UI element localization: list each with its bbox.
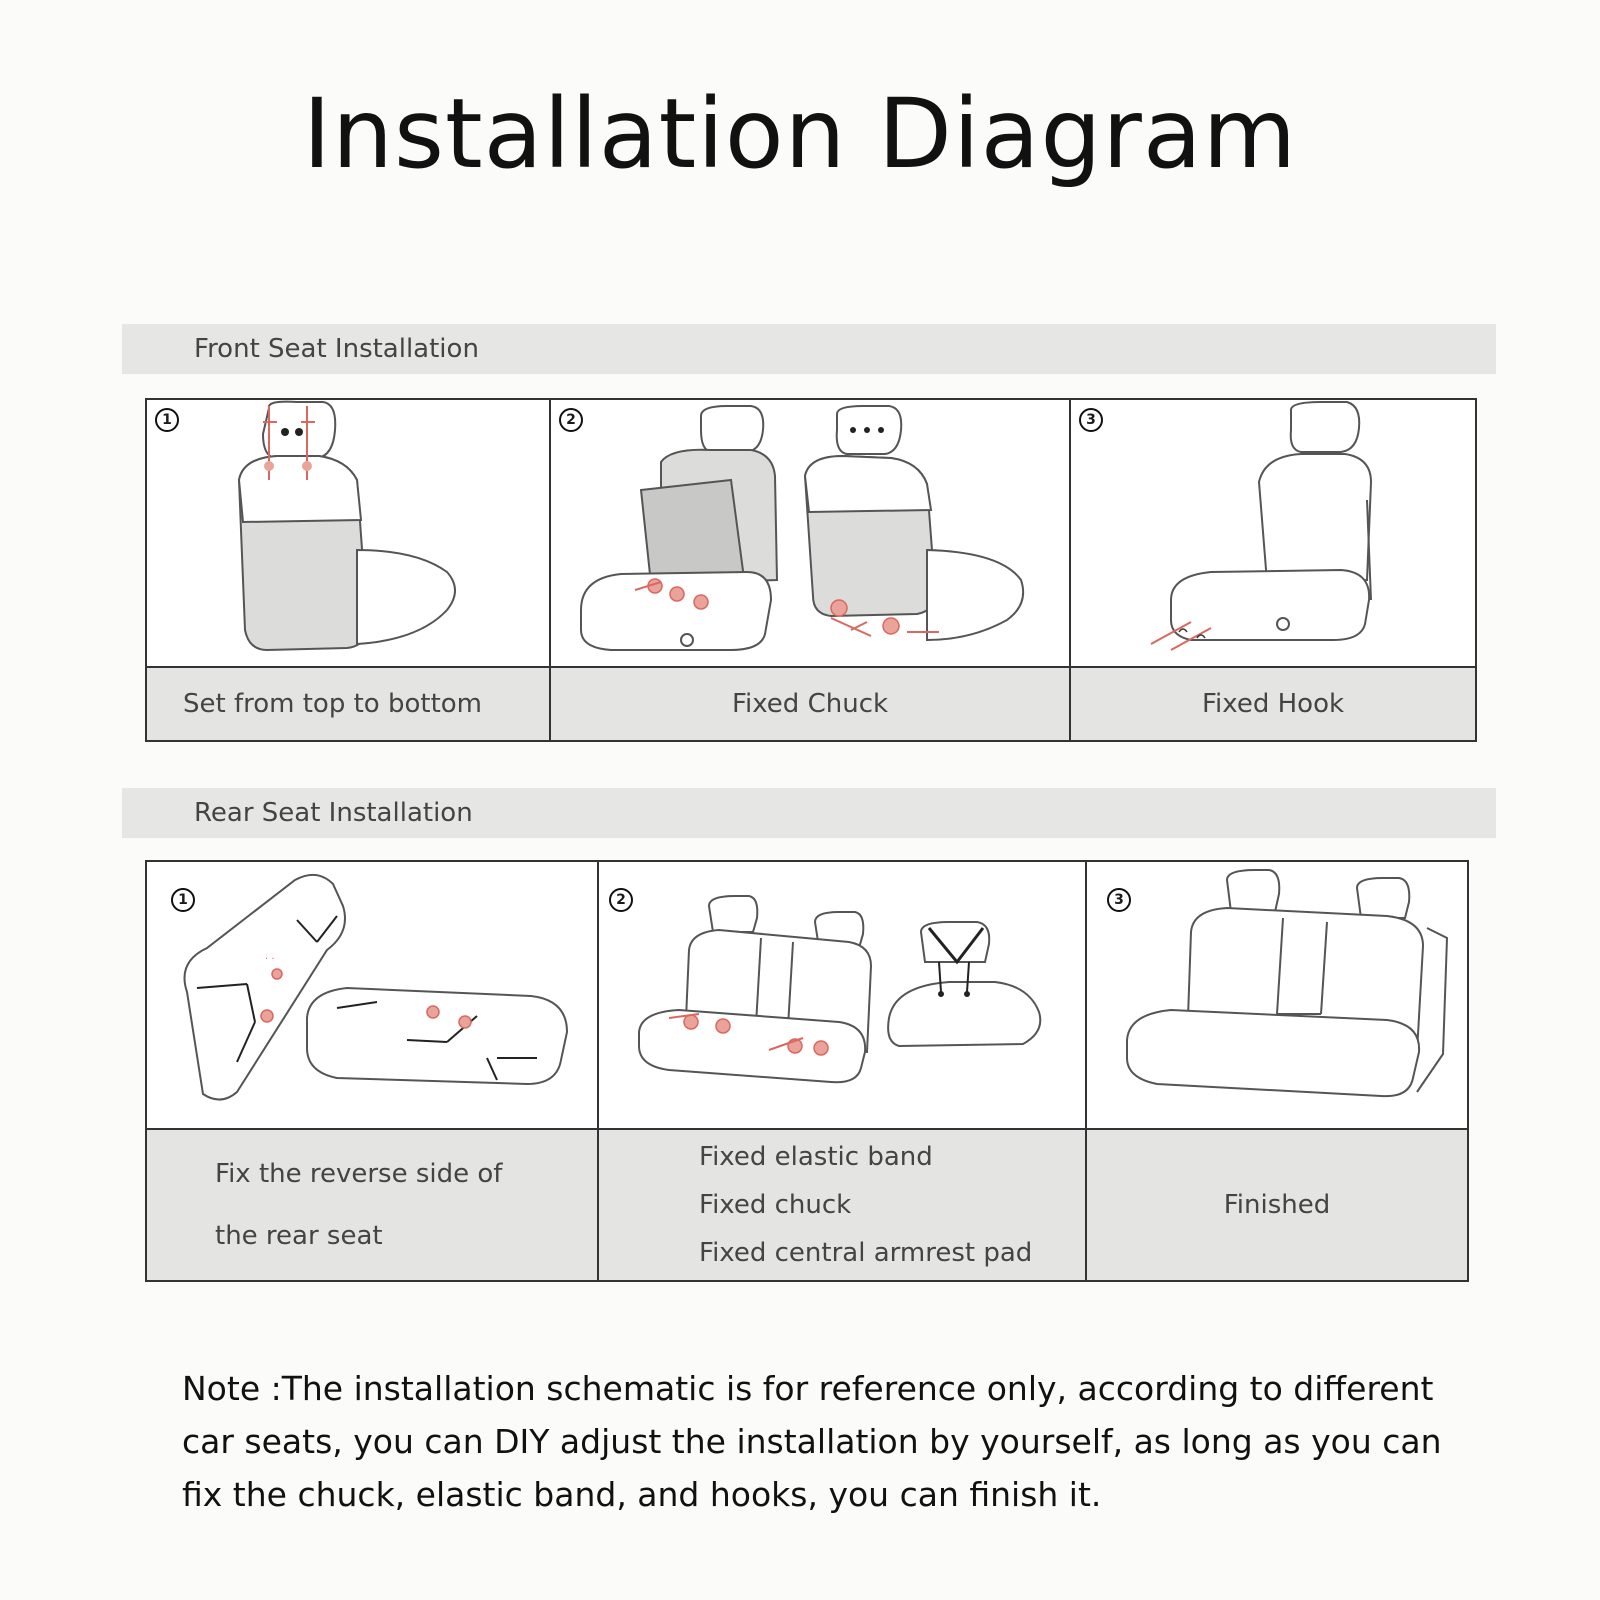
- rear-step-3-illustration: [1087, 862, 1467, 1130]
- rear-step-2: [599, 862, 1087, 1280]
- page-title: Installation Diagram: [302, 78, 1298, 190]
- front-seat-headrest-illustration: [147, 400, 549, 666]
- front-seat-chuck-illustration: [551, 400, 1069, 666]
- rear-step-3: [1087, 862, 1467, 1280]
- rear-seat-finished-illustration: [1087, 862, 1465, 1128]
- front-step-2-illustration: [551, 400, 1069, 668]
- rear-step-1-caption: [147, 1130, 597, 1280]
- step-number-badge: 2: [559, 408, 583, 432]
- front-step-2: [551, 400, 1071, 740]
- caption-line: Fixed Chuck: [731, 689, 889, 719]
- front-step-1-illustration: [147, 400, 549, 668]
- caption-line: Finished: [1223, 1190, 1331, 1220]
- step-number-badge: 1: [155, 408, 179, 432]
- front-step-2-caption: [551, 668, 1069, 740]
- front-step-1-caption: [147, 668, 549, 740]
- caption-line: Fixed Hook: [1201, 689, 1345, 719]
- rear-step-1: [147, 862, 599, 1280]
- caption-line: Set from top to bottom: [183, 689, 482, 719]
- caption-line: the rear seat: [215, 1221, 383, 1251]
- front-seat-hook-illustration: [1071, 400, 1473, 666]
- rear-seat-band-illustration: [599, 862, 1085, 1128]
- rear-step-1-illustration: [147, 862, 597, 1130]
- caption-line: Fixed chuck: [699, 1190, 852, 1220]
- caption-line: Fixed central armrest pad: [699, 1238, 1033, 1268]
- step-number-badge: 3: [1079, 408, 1103, 432]
- front-step-3: [1071, 400, 1475, 740]
- rear-section-heading: Rear Seat Installation: [194, 798, 473, 828]
- step-number-badge: 3: [1107, 888, 1131, 912]
- front-step-3-illustration: [1071, 400, 1475, 668]
- front-section-header: [122, 324, 1496, 374]
- rear-step-2-illustration: [599, 862, 1085, 1130]
- caption-line: Fixed elastic band: [699, 1142, 933, 1172]
- rear-step-3-caption: [1087, 1130, 1467, 1280]
- step-number-badge: 2: [609, 888, 633, 912]
- front-steps-panel: [145, 398, 1477, 742]
- front-step-3-caption: [1071, 668, 1475, 740]
- svg-text:· ·: · ·: [265, 954, 275, 965]
- front-section-heading: Front Seat Installation: [194, 334, 479, 364]
- step-number-badge: 1: [171, 888, 195, 912]
- rear-step-2-caption: [599, 1130, 1085, 1280]
- installation-note: Note :The installation schematic is for reference only, according to different car seats, you can DIY adjust the installation by yourself, as long as you can fix the chuck, elastic band, and hooks, you can finish it.: [182, 1369, 1442, 1514]
- rear-seat-reverse-illustration: [147, 862, 597, 1128]
- rear-section-header: [122, 788, 1496, 838]
- caption-line: Fix the reverse side of: [215, 1159, 503, 1189]
- front-step-1: [147, 400, 551, 740]
- rear-steps-panel: [145, 860, 1469, 1282]
